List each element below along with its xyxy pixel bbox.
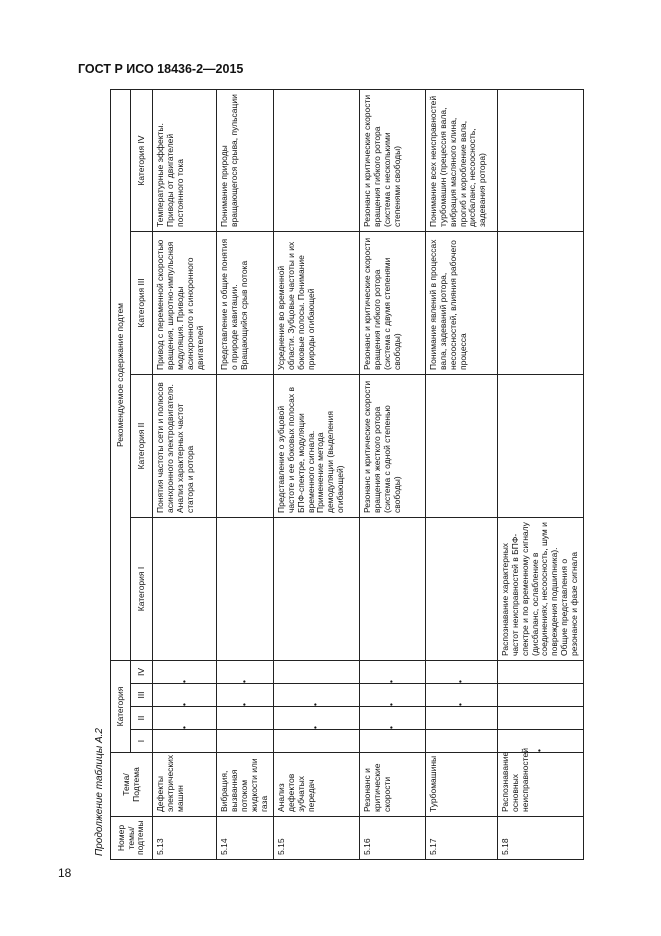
content-category-i xyxy=(153,518,217,661)
row-number: 5.16 xyxy=(359,817,425,860)
content-category-ii: Понятия частоты сети и полюсов асинхронного электродвигателя. Анализ характерных частот статора и ротора xyxy=(153,375,217,518)
category-mark xyxy=(425,730,497,753)
row-number: 5.17 xyxy=(425,817,497,860)
category-mark: • xyxy=(425,661,497,684)
row-number: 5.13 xyxy=(153,817,217,860)
row-topic: Турбомашины xyxy=(425,753,497,817)
content-category-ii: Резонанс и критические скорости вращения жесткого ротора (система с одной степенью свободы) xyxy=(359,375,425,518)
header-recommended-content: Рекомендуемое содержание подтем xyxy=(111,90,131,661)
row-topic: Вибрация, вызванная потоком жидкости или газа xyxy=(217,753,274,817)
row-topic: Распознавание основных неисправностей xyxy=(497,753,584,817)
row-number: 5.18 xyxy=(497,817,584,860)
category-mark: • xyxy=(153,684,217,707)
page-number: 18 xyxy=(58,866,72,880)
category-mark xyxy=(273,730,359,753)
content-category-iv: Резонанс и критические скорости вращения гибкого ротора (система с несколькими степенями свободы) xyxy=(359,90,425,232)
row-number: 5.14 xyxy=(217,817,274,860)
content-category-iii: Привод с переменной скоростью вращения, широтно-импульсная модуляция. Приводы асинхронного и синхронного двигателей xyxy=(153,232,217,375)
category-mark xyxy=(153,730,217,753)
category-mark xyxy=(425,707,497,730)
content-category-iii: Представление и общие понятия о природе кавитации. Вращающийся срыв потока xyxy=(217,232,274,375)
category-mark: • xyxy=(273,684,359,707)
content-category-iii: Резонанс и критические скорости вращения гибкого ротора (система с двумя степенями свободы) xyxy=(359,232,425,375)
row-topic: Резонанс и критические скорости xyxy=(359,753,425,817)
row-number: 5.15 xyxy=(273,817,359,860)
category-mark: • xyxy=(217,684,274,707)
content-category-i xyxy=(359,518,425,661)
category-mark xyxy=(497,661,584,684)
table-row-5-14 xyxy=(217,90,274,860)
category-mark xyxy=(273,661,359,684)
category-mark: • xyxy=(217,661,274,684)
header-category-group: Категория xyxy=(111,661,131,753)
row-topic: Анализ дефектов зубчатых передач xyxy=(273,753,359,817)
category-mark: • xyxy=(497,730,584,753)
header-category-iv: IV xyxy=(131,661,153,684)
category-mark: • xyxy=(153,661,217,684)
table-row-5-17 xyxy=(425,90,497,860)
content-category-i xyxy=(425,518,497,661)
content-category-iii: Усреднение во временной области. Зубцовые частоты и их боковые полосы. Понимание природы огибающей xyxy=(273,232,359,375)
content-category-i xyxy=(217,518,274,661)
header-category-iii: III xyxy=(131,684,153,707)
header-category-i: I xyxy=(131,730,153,753)
content-category-ii xyxy=(497,375,584,518)
content-category-i: Распознавание характерных частот неисправностей в БПФ-спектре и по временному сигналу (дисбаланс, ослабление в соединениях, несоосность, шум и повреждения подшипника). Общие представления о резонансе и фазе сигнала xyxy=(497,518,584,661)
category-mark: • xyxy=(359,661,425,684)
header-content-category-i: Категория I xyxy=(131,518,153,661)
content-category-iv: Понимание природы вращающегося срыва, пульсации xyxy=(217,90,274,232)
category-mark xyxy=(217,707,274,730)
row-topic: Дефекты электрических машин xyxy=(153,753,217,817)
table-continuation-label: Продолжение таблицы А.2 xyxy=(94,728,105,856)
table-row-5-15 xyxy=(273,90,359,860)
category-mark: • xyxy=(425,684,497,707)
category-mark: • xyxy=(273,707,359,730)
content-category-iv xyxy=(497,90,584,232)
content-category-iv: Понимание всех неисправностей турбомашин (прецессия вала, вибрация масляного клина, прогиб и коробление вала, дисбаланс, несоосность, задевания ротора) xyxy=(425,90,497,232)
table-row-5-16 xyxy=(359,90,425,860)
content-category-ii xyxy=(425,375,497,518)
header-content-category-ii: Категория II xyxy=(131,375,153,518)
category-mark: • xyxy=(359,707,425,730)
header-content-category-iii: Категория III xyxy=(131,232,153,375)
category-mark xyxy=(217,730,274,753)
content-category-iii xyxy=(497,232,584,375)
content-category-ii xyxy=(217,375,274,518)
document-title: ГОСТ Р ИСО 18436-2—2015 xyxy=(78,62,244,76)
recommended-content-table xyxy=(110,89,584,860)
category-mark xyxy=(359,730,425,753)
table-row-5-18 xyxy=(497,90,584,860)
header-category-ii: II xyxy=(131,707,153,730)
category-mark xyxy=(497,684,584,707)
category-mark: • xyxy=(359,684,425,707)
content-category-iv xyxy=(273,90,359,232)
header-number: Номер темы/ подтемы xyxy=(111,817,153,860)
category-mark xyxy=(497,707,584,730)
header-content-category-iv: Категория IV xyxy=(131,90,153,232)
table-row-5-13 xyxy=(153,90,217,860)
rotated-table-area xyxy=(94,90,580,860)
category-mark: • xyxy=(153,707,217,730)
header-topic: Тема/Подтема xyxy=(111,753,153,817)
content-category-iv: Температурные эффекты. Приводы от двигателей постоянного тока xyxy=(153,90,217,232)
content-category-ii: Представление о зубцовой частоте и ее боковых полосах в БПФ-спектре, модуляции временного сигнала. Применение метода демодуляции (выделения огибающей) xyxy=(273,375,359,518)
content-category-i xyxy=(273,518,359,661)
content-category-iii: Понимание явлений в процессах вала, задеваний ротора, несоосностей, влияния рабочего процесса xyxy=(425,232,497,375)
